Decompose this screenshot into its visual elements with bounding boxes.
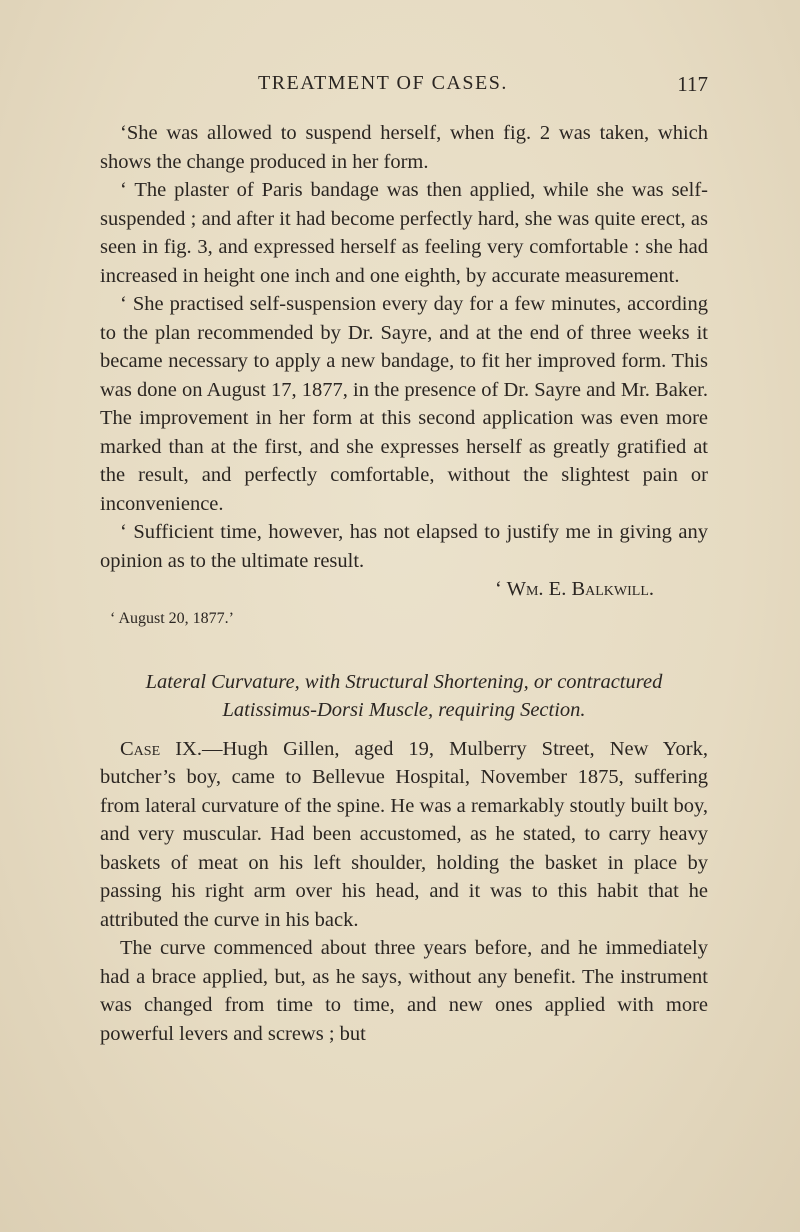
body-text [100, 119, 708, 1048]
letter-paragraph: ‘ Sufficient time, however, has not elapsed to justify me in giving any opinion as to the ultimate result. [100, 521, 708, 572]
letter-signature: ‘ Wm. E. Balkwill. [495, 578, 654, 600]
running-title: TREATMENT OF CASES. [258, 72, 508, 94]
letter-paragraph: ‘ The plaster of Paris bandage was then applied, while she was self-suspended ; and after it had become perfectly hard, she was quite erect, as seen in fig. 3, and expressed herself as feeling very comfortable : she had increased in height one inch and one eighth, by accurate measurement. [100, 179, 708, 287]
case-paragraph: The curve commenced about three years before, and he immediately had a brace applied, but, as he says, without any benefit. The instrument was changed from time to time, and new ones applied with more powerful levers and screws ; but [100, 937, 708, 1045]
section-heading [100, 668, 708, 725]
case-text: —Hugh Gillen, aged 19, Mulberry Street, New York, butcher’s boy, came to Bellevue Hospital, November 1875, suffering from lateral curvature of the spine. He was a remarkably stoutly built boy, and very muscular. Had been accustomed, as he stated, to carry heavy baskets of meat on his left shoulder, holding the basket in place by passing his right arm over his head, and it was to this habit that he attributed the curve in his back. [100, 737, 708, 931]
case-paragraph [100, 735, 708, 935]
letter-paragraph: ‘She was allowed to suspend herself, when fig. 2 was taken, which shows the change produced in her form. [100, 122, 708, 173]
section-heading-line: Lateral Curvature, with Structural Shortening, or contractured [145, 670, 663, 693]
letter-paragraph: ‘ She practised self-suspension every day for a few minutes, according to the plan recommended by Dr. Sayre, and at the end of three weeks it became necessary to apply a new bandage, to fit her improved form. This was done on August 17, 1877, in the presence of Dr. Sayre and Mr. Baker. The improvement in her form at this second application was even more marked than at the first, and she expresses herself as greatly gratified at the result, and perfectly comfortable, without the slightest pain or inconvenience. [100, 293, 708, 515]
page-number: 117 [677, 72, 708, 96]
case-label: Case IX. [120, 737, 202, 760]
letter-date: ‘ August 20, 1877.’ [110, 609, 234, 627]
section-heading-line: Latissimus-Dorsi Muscle, requiring Section. [222, 699, 586, 721]
running-head [100, 72, 708, 102]
